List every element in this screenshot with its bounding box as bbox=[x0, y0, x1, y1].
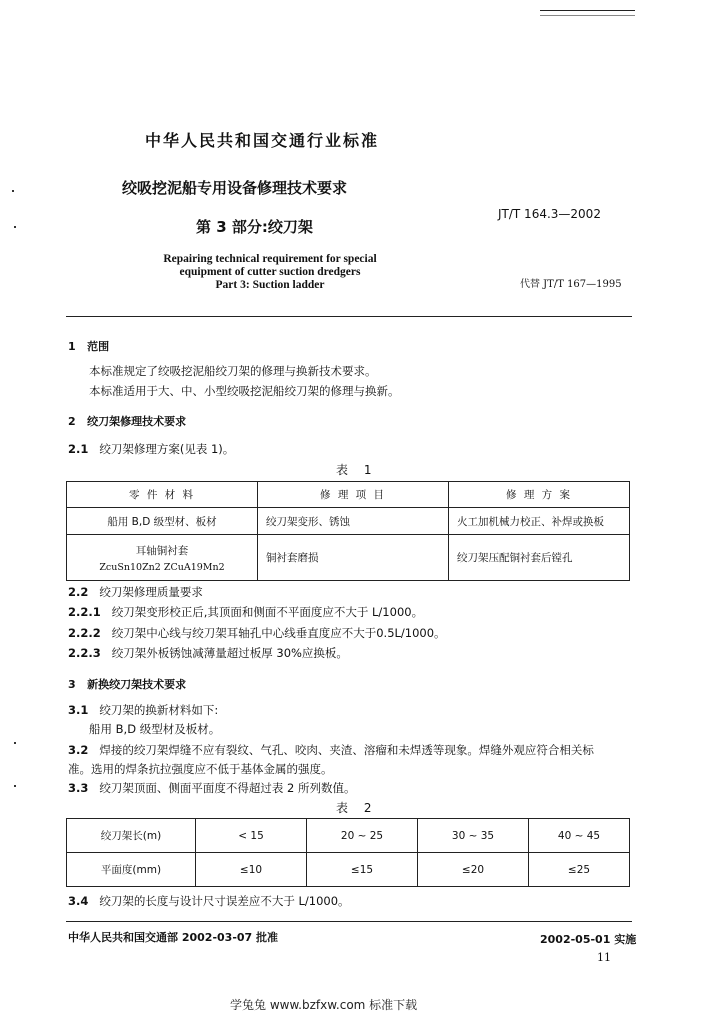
clause-text: 绞刀架顶面、侧面平面度不得超过表 2 所列数值。 bbox=[99, 781, 356, 795]
clause-text: 绞刀架的换新材料如下: bbox=[99, 703, 219, 717]
clause-3-2-cont: 准。选用的焊条抗拉强度应不低于基体金属的强度。 bbox=[68, 762, 333, 776]
table-cell: ≤10 bbox=[196, 853, 307, 887]
table-cell: ≤25 bbox=[529, 853, 630, 887]
table-cell: 绞刀架长(m) bbox=[67, 819, 196, 853]
table-header-cell: 修 理 方 案 bbox=[449, 482, 630, 508]
top-rule-short bbox=[540, 10, 635, 11]
material-name: 耳轴铜衬套 bbox=[135, 544, 189, 557]
table-row bbox=[67, 819, 630, 853]
english-title bbox=[130, 253, 410, 292]
table-cell-item: 绞刀架变形、锈蚀 bbox=[258, 508, 449, 535]
document-subtitle: 第 3 部分:绞刀架 bbox=[196, 218, 313, 236]
scan-dot bbox=[14, 785, 16, 787]
watermark: 学兔兔 www.bzfxw.com 标准下载 bbox=[230, 998, 418, 1012]
scan-dot bbox=[14, 226, 16, 228]
section-title: 绞刀架修理技术要求 bbox=[87, 415, 187, 428]
implementation-date: 2002-05-01 实施 bbox=[540, 933, 637, 946]
approval-line: 中华人民共和国交通部 2002-03-07 批准 bbox=[68, 931, 279, 944]
table-cell-item: 铜衬套磨损 bbox=[258, 535, 449, 581]
english-title-line-1: Repairing technical requirement for special bbox=[163, 253, 377, 265]
table-cell: 30 ~ 35 bbox=[418, 819, 529, 853]
clause-2-1 bbox=[68, 441, 234, 457]
table-2-caption: 表 2 bbox=[336, 801, 378, 815]
table-header-cell: 修 理 项 目 bbox=[258, 482, 449, 508]
clause-number: 3.4 bbox=[68, 894, 89, 908]
table-cell: ≤15 bbox=[307, 853, 418, 887]
clause-text: 绞刀架修理质量要求 bbox=[99, 585, 203, 599]
clause-3-1-sub: 船用 B,D 级型材及板材。 bbox=[89, 722, 221, 736]
english-title-line-2: equipment of cutter suction dredgers bbox=[179, 266, 361, 278]
table-row bbox=[67, 535, 630, 581]
table-cell-plan: 火工加机械力校正、补焊或换板 bbox=[449, 508, 630, 535]
material-grade: ZcuSn10Zn2 ZCuA19Mn2 bbox=[99, 561, 225, 573]
table-header-cell: 零 件 材 料 bbox=[67, 482, 258, 508]
clause-3-4 bbox=[68, 893, 350, 909]
section-1-paragraph-2: 本标准适用于大、中、小型绞吸挖泥船绞刀架的修理与换新。 bbox=[89, 384, 400, 398]
page-number: 11 bbox=[597, 951, 611, 964]
footer-divider bbox=[66, 921, 632, 922]
table-header-row bbox=[67, 482, 630, 508]
section-number: 1 bbox=[68, 340, 76, 353]
clause-number: 2.2 bbox=[68, 585, 89, 599]
clause-text: 绞刀架变形校正后,其顶面和侧面不平面度应不大于 L/1000。 bbox=[111, 605, 424, 619]
clause-text: 绞刀架中心线与绞刀架耳轴孔中心线垂直度应不大于0.5L/1000。 bbox=[111, 626, 446, 640]
standard-code: JT/T 164.3—2002 bbox=[498, 207, 601, 221]
table-cell: 40 ~ 45 bbox=[529, 819, 630, 853]
table-cell: < 15 bbox=[196, 819, 307, 853]
table-cell: 20 ~ 25 bbox=[307, 819, 418, 853]
section-1-paragraph-1: 本标准规定了绞吸挖泥船绞刀架的修理与换新技术要求。 bbox=[89, 364, 377, 378]
clause-number: 2.2.3 bbox=[68, 646, 101, 660]
scan-dot bbox=[14, 742, 16, 744]
clause-text: 绞刀架修理方案(见表 1)。 bbox=[99, 442, 235, 456]
header-divider bbox=[66, 316, 632, 317]
section-number: 3 bbox=[68, 678, 76, 691]
section-title: 新换绞刀架技术要求 bbox=[87, 678, 187, 691]
table-row bbox=[67, 508, 630, 535]
clause-text: 绞刀架外板锈蚀减薄量超过板厚 30%应换板。 bbox=[111, 646, 348, 660]
table-cell-material bbox=[67, 535, 258, 581]
clause-2-2-3 bbox=[68, 645, 348, 661]
table-cell: ≤20 bbox=[418, 853, 529, 887]
clause-number: 2.2.1 bbox=[68, 605, 101, 619]
industry-standard-title: 中华人民共和国交通行业标准 bbox=[145, 131, 380, 150]
table-cell-material: 船用 B,D 级型材、板材 bbox=[67, 508, 258, 535]
clause-2-2-2 bbox=[68, 625, 446, 641]
clause-3-2 bbox=[68, 742, 594, 758]
english-title-line-3: Part 3: Suction ladder bbox=[215, 279, 325, 291]
replaces-standard: 代替 JT/T 167—1995 bbox=[520, 279, 622, 290]
clause-3-1 bbox=[68, 702, 218, 718]
clause-2-2 bbox=[68, 584, 203, 600]
table-cell: 平面度(mm) bbox=[67, 853, 196, 887]
clause-number: 3.2 bbox=[68, 743, 89, 757]
section-2-heading bbox=[68, 413, 186, 429]
clause-number: 2.2.2 bbox=[68, 626, 101, 640]
section-number: 2 bbox=[68, 415, 76, 428]
clause-2-2-1 bbox=[68, 604, 423, 620]
section-3-heading bbox=[68, 676, 186, 692]
table-row bbox=[67, 853, 630, 887]
clause-number: 3.1 bbox=[68, 703, 89, 717]
clause-text: 绞刀架的长度与设计尺寸误差应不大于 L/1000。 bbox=[99, 894, 350, 908]
table-1 bbox=[66, 481, 630, 581]
top-rule bbox=[540, 15, 635, 16]
document-title: 绞吸挖泥船专用设备修理技术要求 bbox=[122, 179, 348, 197]
section-1-heading bbox=[68, 338, 109, 354]
clause-3-3 bbox=[68, 780, 355, 796]
clause-number: 3.3 bbox=[68, 781, 89, 795]
table-cell-plan: 绞刀架压配铜衬套后镗孔 bbox=[449, 535, 630, 581]
clause-text: 焊接的绞刀架焊缝不应有裂纹、气孔、咬肉、夹渣、溶瘤和未焊透等现象。焊缝外观应符合相关标 bbox=[99, 743, 594, 757]
section-title: 范围 bbox=[87, 340, 110, 353]
clause-number: 2.1 bbox=[68, 442, 89, 456]
table-2 bbox=[66, 818, 630, 887]
scan-dot bbox=[12, 190, 14, 192]
table-1-caption: 表 1 bbox=[336, 463, 378, 477]
